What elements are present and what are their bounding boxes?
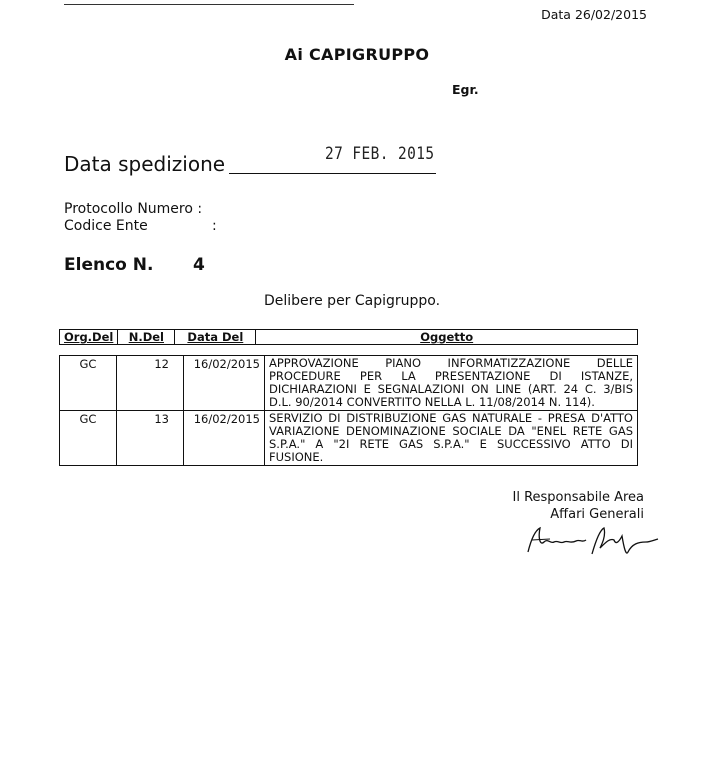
codice-ente-label: Codice Ente bbox=[64, 218, 148, 234]
salutation: Egr. bbox=[452, 82, 479, 97]
delibere-table bbox=[59, 355, 638, 466]
top-rule bbox=[64, 4, 354, 5]
cell-num: 12 bbox=[117, 356, 184, 411]
cell-data: 16/02/2015 bbox=[184, 356, 265, 411]
cell-org: GC bbox=[60, 356, 117, 411]
list-subtitle: Delibere per Capigruppo. bbox=[264, 293, 441, 309]
table-header bbox=[59, 329, 638, 345]
column-header-num: N.Del bbox=[118, 330, 175, 345]
cell-num: 13 bbox=[117, 411, 184, 466]
spedizione-label: Data spedizione bbox=[64, 152, 226, 176]
handwritten-signature bbox=[510, 522, 660, 558]
recipient-heading: Ai CAPIGRUPPO bbox=[284, 45, 430, 64]
cell-oggetto: SERVIZIO DI DISTRIBUZIONE GAS NATURALE - PRESA D'ATTO VARIAZIONE DENOMINAZIONE SOCIALE DA "ENEL RETE GAS S.P.A." A "2I RETE GAS S.P.A." E SUCCESSIVO ATTO DI FUSIONE. bbox=[265, 411, 638, 466]
cell-data: 16/02/2015 bbox=[184, 411, 265, 466]
signatory-role-line1: Il Responsabile Area bbox=[512, 490, 644, 505]
elenco-label: Elenco N. bbox=[64, 255, 154, 275]
cell-oggetto: APPROVAZIONE PIANO INFORMATIZZAZIONE DELLE PROCEDURE PER LA PRESENTAZIONE DI ISTANZE, DICHIARAZIONI E SEGNALAZIONI ON LINE (ART. 24 C. 3/BIS D.L. 90/2014 CONVERTITO NELLA L. 11/08/2014 N. 114). bbox=[265, 356, 638, 411]
table-row bbox=[60, 411, 638, 466]
document-date: Data 26/02/2015 bbox=[541, 7, 647, 22]
column-header-oggetto: Oggetto bbox=[256, 330, 638, 345]
protocollo-numero-label: Protocollo Numero : bbox=[64, 201, 203, 217]
signatory-role-line2: Affari Generali bbox=[550, 507, 644, 522]
table-row bbox=[60, 356, 638, 411]
codice-ente-colon: : bbox=[212, 218, 217, 234]
elenco-number: 4 bbox=[193, 255, 205, 275]
spedizione-underline bbox=[229, 173, 436, 174]
column-header-data: Data Del bbox=[175, 330, 256, 345]
date-stamp: 27 FEB. 2015 bbox=[325, 144, 435, 164]
column-header-org: Org.Del bbox=[60, 330, 118, 345]
cell-org: GC bbox=[60, 411, 117, 466]
